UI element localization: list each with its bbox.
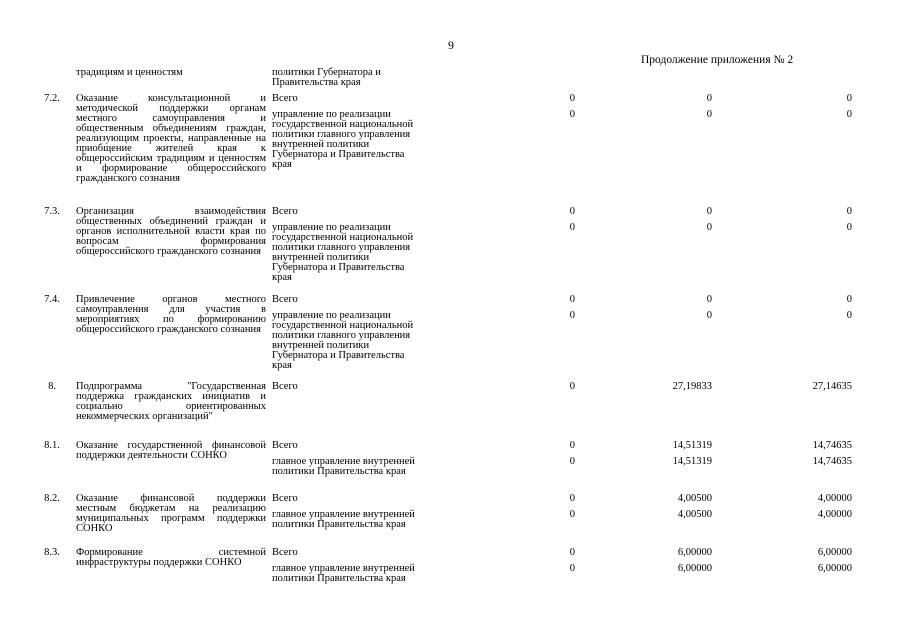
value-cell: 4,00000: [817, 493, 852, 504]
value-cell: 0: [569, 509, 575, 520]
value-cell: 0: [846, 294, 852, 305]
row-name: традициям и ценностям: [76, 67, 183, 78]
value-cell: 0: [569, 206, 575, 217]
row-number: 7.3.: [44, 206, 60, 217]
value-cell: 4,00500: [677, 493, 712, 504]
value-cell: 6,00000: [677, 563, 712, 574]
value-cell: 0: [706, 109, 712, 120]
row-sub-label: управление по реализации государственной национальной политики главного управления внутренней политики Губернатора и Правительства края: [272, 310, 414, 371]
row-name: Подпрограмма "Государственная поддержка гражданских инициатив и социально ориентированных некоммерческих организаций": [76, 381, 266, 422]
value-cell: 14,74635: [812, 456, 852, 467]
value-cell: 0: [569, 381, 575, 392]
page-number: 9: [448, 38, 454, 52]
row-sub-label: главное управление внутренней политики Правительства края: [272, 456, 415, 477]
row-name: Оказание консультационной и методической поддержки органам местного самоуправления и общественным объединениям граждан, реализующим проекты, направленные на приобщение жителей края к общероссийским традициям и ценностям и формирование общероссийского гражданского сознания: [76, 93, 266, 184]
value-cell: 0: [569, 222, 575, 233]
row-sub-label: Всего: [272, 294, 298, 305]
row-number: 7.4.: [44, 294, 60, 305]
value-cell: 0: [569, 493, 575, 504]
value-cell: 0: [846, 93, 852, 104]
row-sub-label: Всего: [272, 493, 298, 504]
value-cell: 0: [569, 563, 575, 574]
value-cell: 0: [706, 310, 712, 321]
value-cell: 0: [846, 109, 852, 120]
row-name: Формирование системной инфраструктуры поддержки СОНКО: [76, 547, 266, 568]
value-cell: 0: [846, 206, 852, 217]
value-cell: 27,19833: [672, 381, 712, 392]
row-name: Организация взаимодействия общественных объединений граждан и органов исполнительной власти края по вопросам формирования общероссийского гражданского сознания: [76, 206, 266, 257]
row-name: Оказание государственной финансовой поддержки деятельности СОНКО: [76, 440, 266, 461]
row-sub-label: Всего: [272, 547, 298, 558]
row-sub-label: политики Губернатора и Правительства края: [272, 67, 381, 88]
row-number: 8.1.: [44, 440, 60, 451]
row-sub-label: управление по реализации государственной национальной политики главного управления внутренней политики Губернатора и Правительства края: [272, 222, 414, 283]
value-cell: 14,51319: [672, 440, 712, 451]
value-cell: 14,74635: [812, 440, 852, 451]
value-cell: 0: [569, 93, 575, 104]
value-cell: 0: [706, 93, 712, 104]
row-number: 7.2.: [44, 93, 60, 104]
value-cell: 0: [569, 310, 575, 321]
row-name: Оказание финансовой поддержки местным бюджетам на реализацию муниципальных программ поддержки СОНКО: [76, 493, 266, 534]
value-cell: 6,00000: [817, 563, 852, 574]
value-cell: 0: [569, 109, 575, 120]
row-number: 8.: [48, 381, 56, 392]
row-sub-label: Всего: [272, 381, 298, 392]
value-cell: 0: [569, 456, 575, 467]
row-number: 8.3.: [44, 547, 60, 558]
row-sub-label: Всего: [272, 93, 298, 104]
value-cell: 0: [706, 222, 712, 233]
row-sub-label: главное управление внутренней политики Правительства края: [272, 563, 415, 584]
value-cell: 0: [569, 294, 575, 305]
row-sub-label: главное управление внутренней политики Правительства края: [272, 509, 415, 530]
value-cell: 0: [846, 310, 852, 321]
value-cell: 4,00500: [677, 509, 712, 520]
value-cell: 6,00000: [817, 547, 852, 558]
row-number: 8.2.: [44, 493, 60, 504]
row-name: Привлечение органов местного самоуправления для участия в мероприятиях по формированию общероссийского гражданского сознания: [76, 294, 266, 335]
row-sub-label: Всего: [272, 206, 298, 217]
value-cell: 0: [846, 222, 852, 233]
value-cell: 0: [706, 206, 712, 217]
value-cell: 27,14635: [812, 381, 852, 392]
row-sub-label: управление по реализации государственной национальной политики главного управления внутренней политики Губернатора и Правительства края: [272, 109, 414, 170]
value-cell: 4,00000: [817, 509, 852, 520]
continuation-caption: Продолжение приложения № 2: [641, 54, 794, 66]
row-sub-label: Всего: [272, 440, 298, 451]
value-cell: 0: [569, 547, 575, 558]
value-cell: 6,00000: [677, 547, 712, 558]
value-cell: 14,51319: [672, 456, 712, 467]
value-cell: 0: [706, 294, 712, 305]
value-cell: 0: [569, 440, 575, 451]
